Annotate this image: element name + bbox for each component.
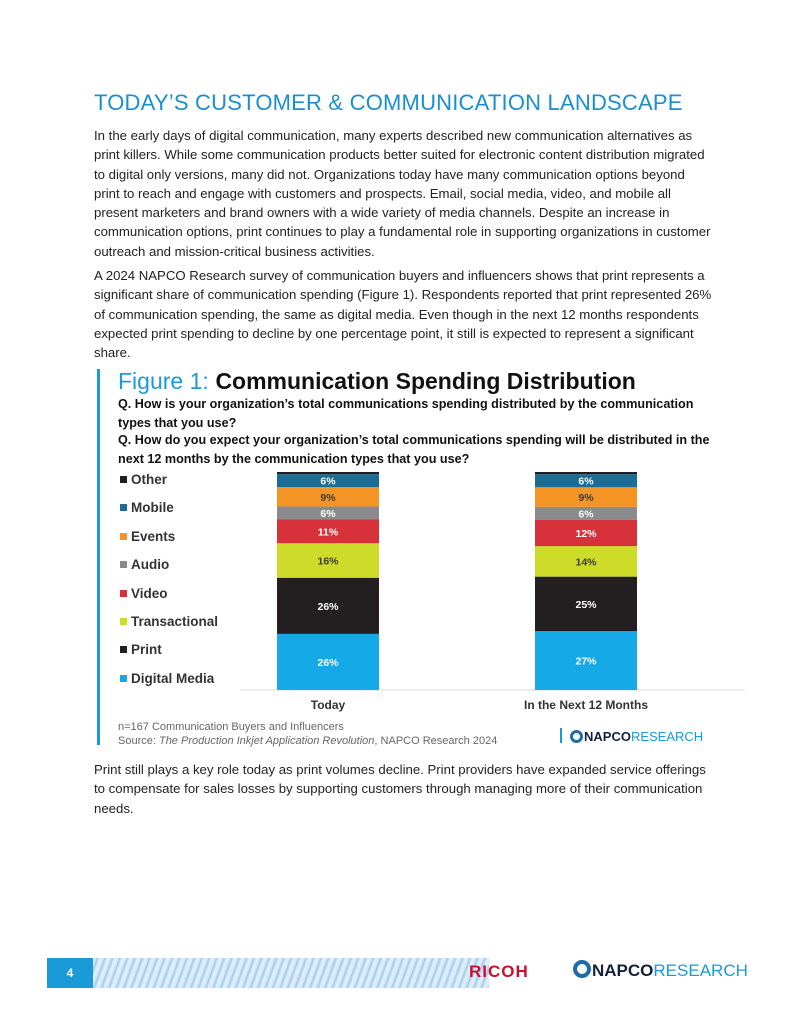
figure-title (118, 368, 636, 396)
legend-swatch (120, 561, 127, 568)
legend-swatch (120, 533, 127, 540)
source-title: The Production Inkjet Application Revolution (158, 735, 375, 747)
legend-swatch (120, 618, 127, 625)
category-label: In the Next 12 Months (523, 698, 649, 712)
footer-decorative-band (93, 958, 489, 988)
data-label: 26% (317, 656, 339, 669)
sample-note: n=167 Communication Buyers and Influencers (118, 721, 344, 733)
ricoh-logo: RICOH (469, 962, 529, 981)
legend-item-print (120, 642, 162, 657)
data-label: 25% (575, 598, 597, 611)
legend-swatch (120, 476, 127, 483)
napco-ring-icon (573, 960, 591, 978)
source-suffix: , NAPCO Research 2024 (374, 735, 498, 747)
legend-label: Audio (131, 557, 170, 573)
legend-item-transactional (120, 614, 218, 629)
bar-segment-other (277, 472, 379, 474)
legend-label: Digital Media (131, 670, 215, 686)
figure-question-1: Q. How is your organization’s total communications spending distributed by the communication types that you use? (118, 397, 694, 430)
legend-label: Print (131, 642, 162, 658)
legend-item-other (120, 472, 167, 487)
napco-ring-icon (570, 730, 583, 743)
closing-paragraph: Print still plays a key role today as print volumes decline. Print providers have expanded service offerings to compensate for sales losses by supporting customers through managing more of their communication needs. (94, 762, 706, 816)
napco-research-logo: NAPCORESEARCH (560, 728, 703, 744)
legend-label: Mobile (131, 500, 174, 516)
legend-item-video (120, 586, 168, 601)
source-note (118, 735, 497, 747)
figure-name: Communication Spending Distribution (215, 368, 636, 394)
section-title: TODAY’S CUSTOMER & COMMUNICATION LANDSCAPE (94, 90, 683, 115)
legend-item-audio (120, 557, 169, 572)
stacked-bar-chart (240, 470, 745, 720)
data-label: 9% (578, 492, 594, 505)
category-label: Today (310, 698, 346, 712)
footer-napco-research-logo: NAPCORESEARCH (573, 960, 748, 981)
legend-swatch (120, 504, 127, 511)
data-label: 16% (317, 555, 339, 568)
legend-item-mobile (120, 500, 174, 515)
legend-label: Transactional (131, 614, 219, 629)
figure-question-2: Q. How do you expect your organization’s total communications spending will be distributed in the next 12 months by the communication types that you use? (118, 433, 710, 466)
legend-swatch (120, 590, 127, 597)
page-footer (47, 958, 747, 990)
legend-swatch (120, 675, 127, 682)
data-label: 11% (317, 526, 339, 539)
data-label: 12% (575, 528, 597, 541)
data-label: 6% (320, 475, 336, 488)
data-label: 14% (575, 556, 597, 569)
data-label: 6% (578, 475, 594, 488)
figure-number: Figure 1: (118, 368, 209, 394)
page-number: 4 (47, 958, 93, 988)
source-prefix: Source: (118, 735, 159, 747)
data-label: 27% (575, 655, 597, 668)
legend-label: Events (131, 528, 176, 544)
figure-accent-bar (97, 369, 100, 745)
data-label: 26% (317, 600, 339, 613)
legend-item-digital-media (120, 671, 214, 686)
data-label: 9% (320, 491, 336, 504)
survey-paragraph: A 2024 NAPCO Research survey of communication buyers and influencers shows that print represents a significant share of communication spending (Figure 1). Respondents reported that print represented 26% of communication spending, the same as digital media. Even though in the next 12 months respondents expected print spending to decline by one percentage point, it still is expected to represent a significant share. (94, 268, 712, 361)
data-label: 6% (320, 508, 336, 521)
data-label: 6% (578, 508, 594, 521)
legend-swatch (120, 646, 127, 653)
legend-label: Other (131, 472, 168, 487)
intro-paragraph: In the early days of digital communication, many experts described new communication alternatives as print killers. While some communication products better suited for electronic content distribution migrated to digital only versions, many did not. Organizations today have many communication options beyond print to reach and engage with customers and prospects. Email, social media, video, and mobile all present marketers and brand owners with a wide variety of media channels. Despite an increase in communication options, print continues to play a fundamental role in supporting organizations in customer outreach and mission-critical business activities. (94, 128, 711, 259)
legend-item-events (120, 529, 175, 544)
bar-segment-other (535, 472, 637, 474)
legend-label: Video (131, 585, 168, 601)
